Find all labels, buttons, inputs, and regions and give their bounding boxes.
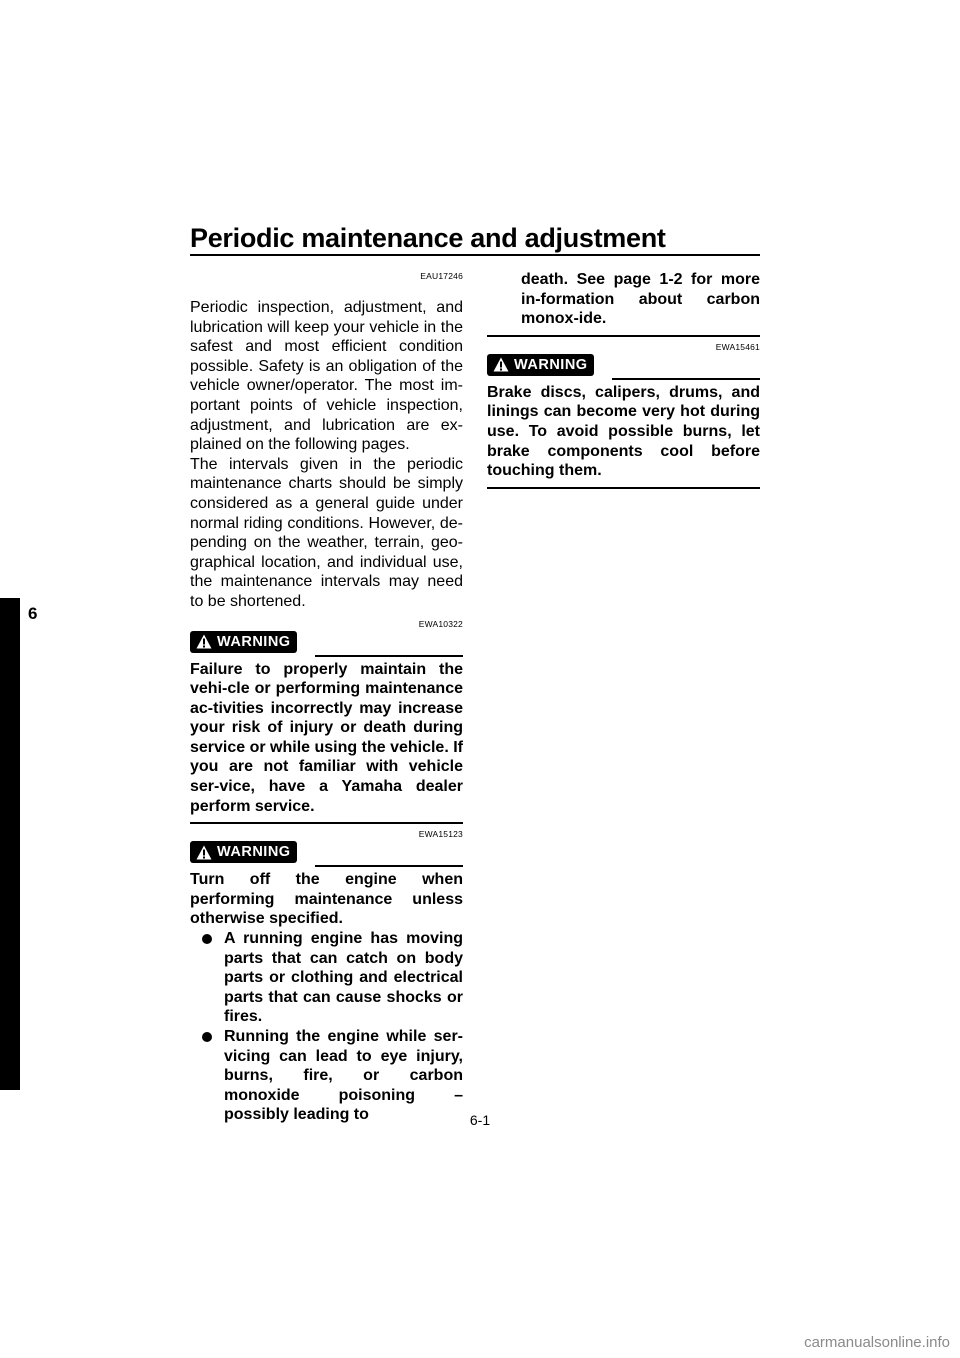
warning-header bbox=[190, 840, 463, 864]
warning-code: EWA15461 bbox=[715, 341, 760, 352]
warning-code: EWA15123 bbox=[418, 829, 463, 840]
warning-rule bbox=[315, 865, 463, 867]
warning-triangle-icon bbox=[196, 845, 212, 860]
bullet-text: Running the engine while ser-vicing can lead to eye injury, burns, fire, or carbon monoxide poisoning – possibly leading to bbox=[224, 1028, 463, 1124]
left-column bbox=[190, 270, 463, 1125]
list-item bbox=[190, 1027, 463, 1125]
watermark: carmanualsonline.info bbox=[804, 1334, 950, 1351]
warning-end-rule bbox=[487, 335, 760, 337]
intro-paragraph-2: The intervals given in the periodic maintenance charts should be simply considered as a general guide under normal riding conditions. However, de-pending on the weather, terrain, geo-graphical location, and individual use, the maintenance intervals may need to be shortened. bbox=[190, 455, 463, 610]
warning-rule bbox=[612, 378, 760, 380]
warning-triangle-icon bbox=[196, 634, 212, 649]
warning-end-rule bbox=[487, 487, 760, 489]
warning-text: Failure to properly maintain the vehi-cle or performing maintenance ac-tivities incorrectly may increase your risk of injury or death during service or while using the vehicle. If you are not familiar with vehicle ser-vice, have a Yamaha dealer perform service. bbox=[190, 660, 463, 815]
warning-end-rule bbox=[190, 822, 463, 824]
chapter-number: 6 bbox=[28, 604, 38, 623]
section-code: EAU17246 bbox=[420, 271, 463, 281]
chapter-tab bbox=[0, 598, 20, 1090]
right-column bbox=[487, 270, 760, 489]
warning-triangle-icon bbox=[493, 357, 509, 372]
warning-rule bbox=[315, 655, 463, 657]
warning-header bbox=[487, 353, 760, 377]
page-number: 6-1 bbox=[469, 1112, 491, 1128]
warning-box bbox=[487, 353, 760, 489]
warning-continuation-text: death. See page 1-2 for more in-formation about carbon monox-ide. bbox=[521, 271, 760, 328]
warning-text: Brake discs, calipers, drums, and linings can become very hot during use. To avoid possible burns, let brake components cool before touching them. bbox=[487, 383, 760, 480]
warning-text: Turn off the engine when performing maintenance unless otherwise specified. bbox=[190, 871, 463, 928]
warning-bullet-list bbox=[190, 929, 463, 1125]
warning-box bbox=[190, 630, 463, 825]
warning-label: WARNING bbox=[217, 633, 291, 650]
bullet-text: A running engine has moving parts that can catch on body parts or clothing and electrical parts that can cause shocks or fires. bbox=[224, 930, 463, 1026]
intro-paragraph-1: Periodic inspection, adjustment, and lubrication will keep your vehicle in the safest and most efficient condition possible. Safety is an obligation of the vehicle owner/operator. The most im-portant points of vehicle inspection, adjustment, and lubrication are ex-plained on the following pages. bbox=[190, 299, 463, 454]
bullet-icon bbox=[202, 1032, 212, 1042]
warning-badge bbox=[190, 631, 297, 653]
warning-label: WARNING bbox=[217, 844, 291, 861]
page-title: Periodic maintenance and adjustment bbox=[190, 223, 666, 253]
warning-header bbox=[190, 630, 463, 654]
warning-code: EWA10322 bbox=[418, 618, 463, 629]
warning-label: WARNING bbox=[514, 356, 588, 373]
bullet-icon bbox=[202, 934, 212, 944]
title-rule bbox=[190, 254, 760, 256]
list-item bbox=[190, 929, 463, 1027]
warning-badge bbox=[487, 354, 594, 376]
warning-badge bbox=[190, 841, 297, 863]
warning-box bbox=[190, 840, 463, 1125]
